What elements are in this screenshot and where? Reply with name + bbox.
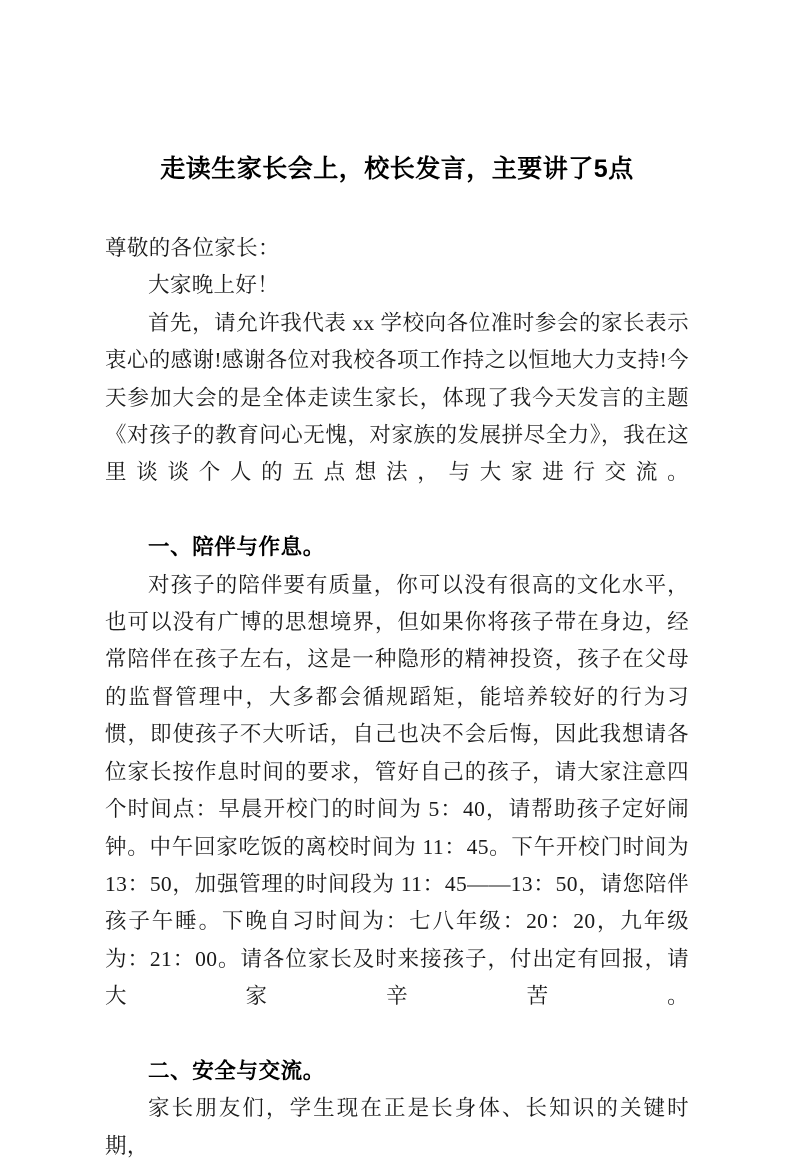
- section-heading: 二、安全与交流。: [148, 1058, 325, 1083]
- page-title: 走读生家长会上，校长发言，主要讲了5点: [160, 155, 634, 183]
- paragraph: 尊敬的各位家长：: [105, 236, 280, 260]
- paragraph: 对孩子的陪伴要有质量，你可以没有很高的文化水平，也可以没有广博的思想境界，但如果你将孩子带在身边，经常陪伴在孩子左右，这是一种隐形的精神投资，孩子在父母的监督管理中，大多都会循规蹈矩，能培养较好的行为习惯，即使孩子不大听话，自己也决不会后悔，因此我想请各位家长按作息时间的要求，管好自己的孩子，请大家注意四个时间点：早晨开校门的时间为 5：40，请帮助孩子定好闹钟。中午回家吃饭的离校时间为 11：45。下午开校门时间为 13：50，加强管理的时间段为 11：45——13：50，请您陪伴孩子午睡。下晚自习时间为：七八年级：20：20，九年级为：21：00。请各位家长及时来接孩子，付出定有回报，请大家辛苦。: [105, 572, 689, 1009]
- paragraph: 首先，请允许我代表 xx 学校向各位准时参会的家长表示衷心的感谢!感谢各位对我校各项工作持之以恒地大力支持!今天参加大会的是全体走读生家长，体现了我今天发言的主题《对孩子的教育问心无愧，对家族的发展拼尽全力》，我在这里谈谈个人的五点想法，与大家进行交流。: [105, 310, 689, 485]
- paragraph-flow: [105, 230, 689, 1165]
- paragraph: 大家晚上好！: [148, 273, 280, 298]
- paragraph: 家长朋友们，学生现在正是长身体、长知识的关键时期，: [105, 1096, 689, 1158]
- section-heading: 一、陪伴与作息。: [148, 535, 325, 560]
